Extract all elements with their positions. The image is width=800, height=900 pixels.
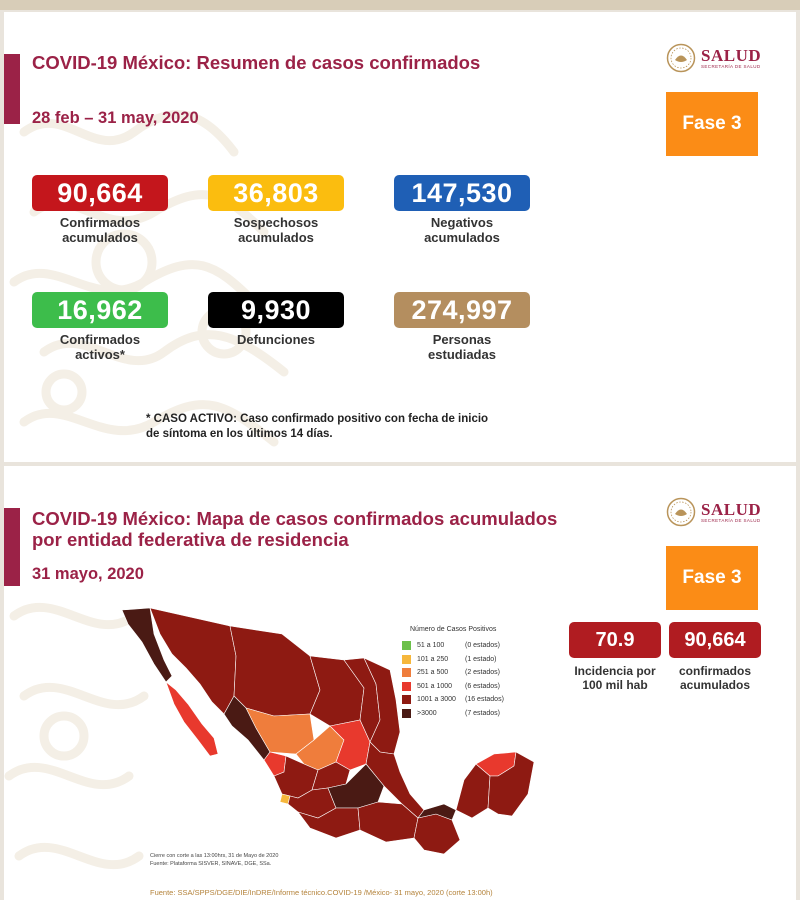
stat-label: Confirmados activos* [59, 332, 141, 362]
active-case-note: * CASO ACTIVO: Caso confirmado positivo con fecha de inicio de síntoma en los últimos 14 días. [146, 413, 489, 440]
slide-title: COVID-19 México: Resumen de casos confirmados [32, 52, 481, 73]
salud-logo [666, 43, 761, 73]
state-campeche [456, 764, 490, 818]
legend-item: 51 a 100 (0 estados) [402, 639, 504, 653]
logo-text: SALUD [701, 500, 762, 519]
stat-negativos [394, 175, 530, 245]
salud-logo [666, 497, 761, 527]
stat-value: 16,962 [32, 292, 168, 328]
map-legend [402, 626, 504, 720]
cutoff-note: Cierre con corte a las 13:00hrs, 31 de Mayo de 2020 Fuente: Plataforma SISVER, SINAVE, DGE, SSa. [150, 853, 279, 867]
legend-item: 1001 a 3000 (16 estados) [402, 693, 504, 707]
legend-swatch [402, 668, 411, 677]
legend-item: 501 a 1000 (6 estados) [402, 680, 504, 694]
legend-item: 251 a 500 (2 estados) [402, 666, 504, 680]
legend-swatch [402, 655, 411, 664]
accent-bar [4, 54, 20, 124]
map-slide [4, 466, 796, 900]
stat-label: Defunciones [236, 332, 315, 347]
stat-confirmados [32, 175, 168, 245]
state-chihuahua [230, 626, 320, 716]
phase-badge: Fase 3 [666, 546, 758, 610]
summary-slide [4, 12, 796, 462]
slide-title: COVID-19 México: Mapa de casos confirmados acumulados por entidad federativa de residencia [32, 508, 558, 550]
stat-defunciones [208, 292, 344, 347]
seal-icon [666, 43, 696, 73]
source-footer: Fuente: SSA/SPPS/DGE/DIE/InDRE/Informe técnico.COVID-19 /México- 31 mayo, 2020 (corte 13:00h) [150, 888, 493, 897]
stat-value: 36,803 [208, 175, 344, 211]
legend-item: 101 a 250 (1 estado) [402, 653, 504, 667]
slide-date: 28 feb – 31 may, 2020 [32, 109, 199, 127]
incidence-value: 70.9 [569, 622, 661, 658]
legend-swatch [402, 709, 411, 718]
seal-icon [666, 497, 696, 527]
stat-label: Sospechosos acumulados [233, 215, 319, 245]
stat-value: 274,997 [394, 292, 530, 328]
incidence-stat [569, 622, 661, 692]
state-chiapas [414, 814, 460, 854]
stat-value: 9,930 [208, 292, 344, 328]
incidence-label: Incidencia por 100 mil hab [574, 664, 656, 692]
legend-item: >3000 (7 estados) [402, 707, 504, 721]
confirmed-stat [669, 622, 761, 692]
stat-value: 90,664 [32, 175, 168, 211]
legend-swatch [402, 695, 411, 704]
logo-text: SALUD [701, 46, 762, 65]
slide-date: 31 mayo, 2020 [32, 565, 144, 583]
accent-bar [4, 508, 20, 586]
stat-sospechosos [208, 175, 344, 245]
top-strip [0, 0, 800, 10]
logo-subtext: SECRETARÍA DE SALUD [701, 64, 761, 69]
confirmed-label: confirmados acumulados [678, 664, 751, 692]
phase-badge: Fase 3 [666, 92, 758, 156]
stat-label: Negativos acumulados [424, 215, 500, 245]
stat-value: 147,530 [394, 175, 530, 211]
stat-estudiadas [394, 292, 530, 362]
legend-title: Número de Casos Positivos [410, 626, 497, 633]
legend-swatch [402, 682, 411, 691]
stat-activos [32, 292, 168, 362]
confirmed-value: 90,664 [669, 622, 761, 658]
stat-label: Personas estudiadas [428, 332, 496, 362]
legend-swatch [402, 641, 411, 650]
stat-label: Confirmados acumulados [59, 215, 141, 245]
logo-subtext: SECRETARÍA DE SALUD [701, 518, 761, 523]
